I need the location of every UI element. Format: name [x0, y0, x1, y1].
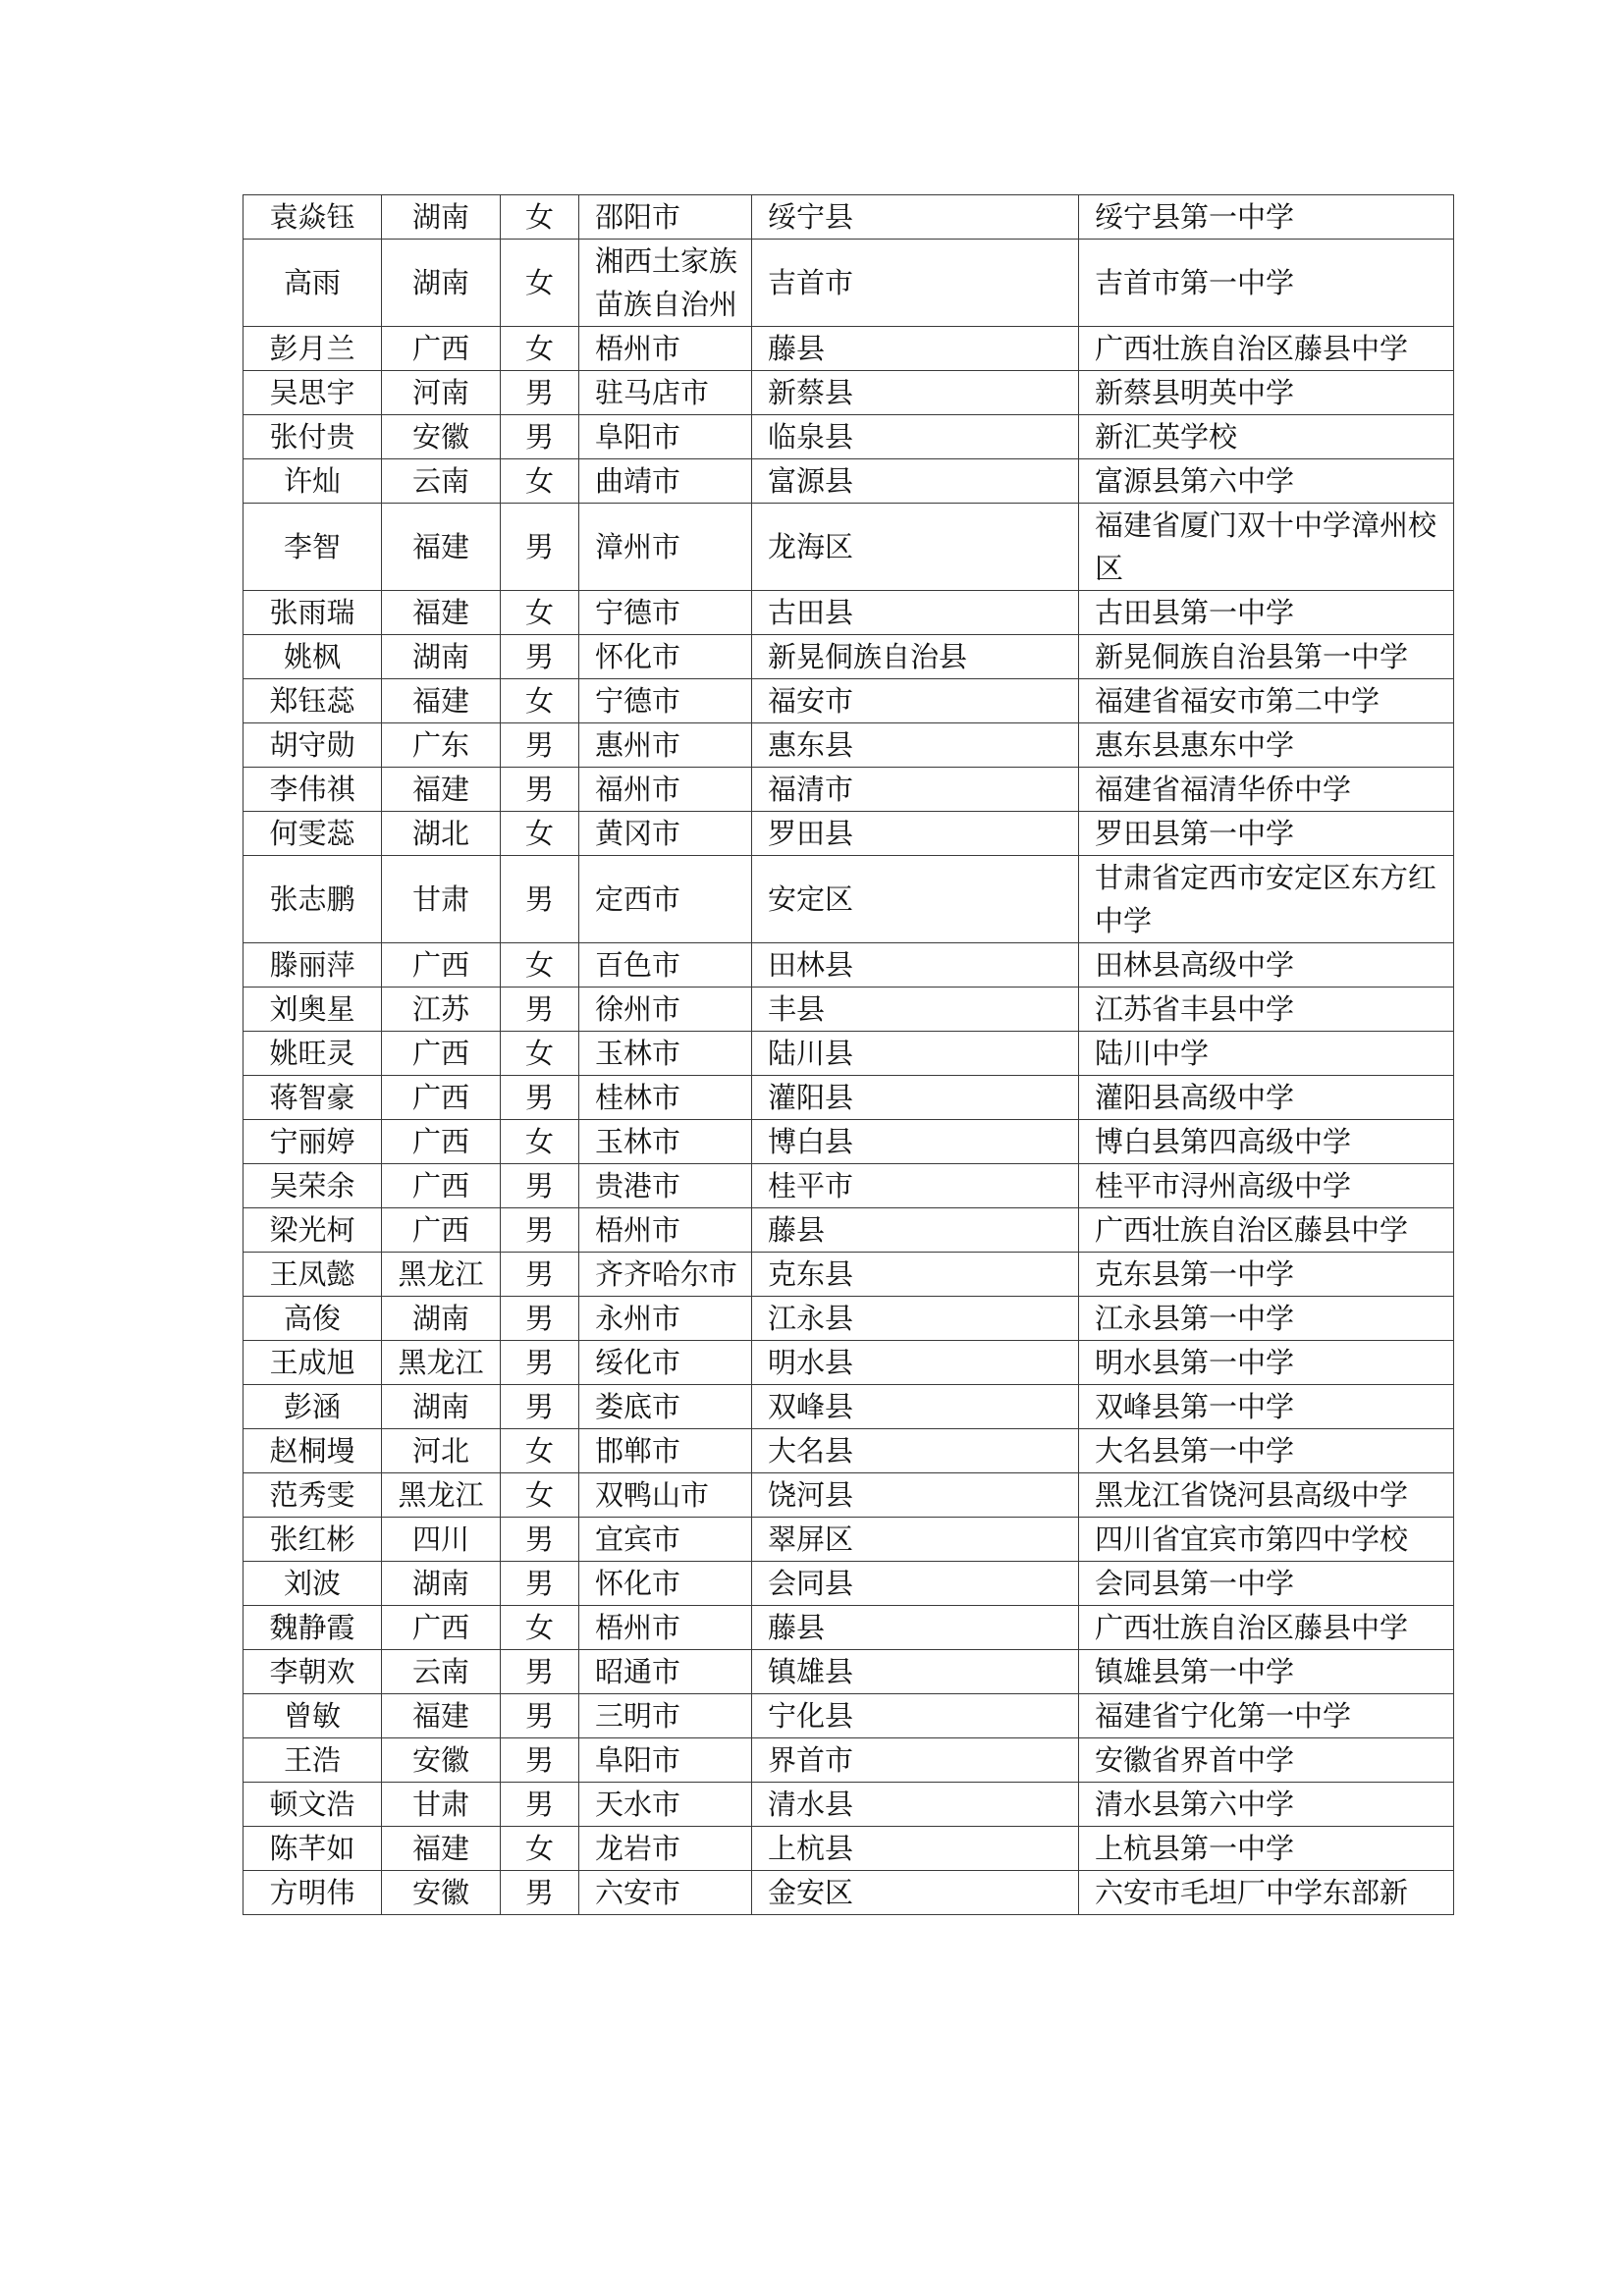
student-name-cell: 张红彬 [244, 1518, 382, 1562]
province-cell: 福建 [382, 504, 501, 591]
county-cell: 上杭县 [752, 1827, 1079, 1871]
gender-cell: 女 [501, 1429, 579, 1473]
school-cell: 清水县第六中学 [1079, 1783, 1454, 1827]
county-cell: 罗田县 [752, 812, 1079, 856]
county-cell: 吉首市 [752, 240, 1079, 327]
province-cell: 福建 [382, 768, 501, 812]
province-cell: 广西 [382, 943, 501, 988]
gender-cell: 男 [501, 1385, 579, 1429]
student-name-cell: 宁丽婷 [244, 1120, 382, 1164]
gender-cell: 男 [501, 1518, 579, 1562]
city-cell: 惠州市 [579, 723, 752, 768]
student-name-cell: 何雯蕊 [244, 812, 382, 856]
student-name-cell: 袁焱钰 [244, 195, 382, 240]
county-cell: 明水县 [752, 1341, 1079, 1385]
county-cell: 陆川县 [752, 1032, 1079, 1076]
gender-cell: 女 [501, 240, 579, 327]
county-cell: 金安区 [752, 1871, 1079, 1915]
county-cell: 翠屏区 [752, 1518, 1079, 1562]
city-cell: 怀化市 [579, 1562, 752, 1606]
table-row [244, 1341, 1454, 1385]
province-cell: 湖南 [382, 1562, 501, 1606]
school-cell: 上杭县第一中学 [1079, 1827, 1454, 1871]
city-cell: 徐州市 [579, 988, 752, 1032]
province-cell: 黑龙江 [382, 1341, 501, 1385]
county-cell: 福清市 [752, 768, 1079, 812]
province-cell: 四川 [382, 1518, 501, 1562]
student-name-cell: 顿文浩 [244, 1783, 382, 1827]
county-cell: 双峰县 [752, 1385, 1079, 1429]
gender-cell: 男 [501, 1738, 579, 1783]
student-name-cell: 姚旺灵 [244, 1032, 382, 1076]
city-cell: 阜阳市 [579, 415, 752, 459]
student-name-cell: 方明伟 [244, 1871, 382, 1915]
gender-cell: 女 [501, 1120, 579, 1164]
school-cell: 甘肃省定西市安定区东方红中学 [1079, 856, 1454, 943]
school-cell: 新汇英学校 [1079, 415, 1454, 459]
province-cell: 湖南 [382, 635, 501, 679]
student-name-cell: 胡守勋 [244, 723, 382, 768]
province-cell: 河北 [382, 1429, 501, 1473]
province-cell: 云南 [382, 459, 501, 504]
table-row [244, 1297, 1454, 1341]
gender-cell: 男 [501, 768, 579, 812]
gender-cell: 男 [501, 371, 579, 415]
student-name-cell: 张付贵 [244, 415, 382, 459]
county-cell: 克东县 [752, 1253, 1079, 1297]
county-cell: 镇雄县 [752, 1650, 1079, 1694]
province-cell: 福建 [382, 1827, 501, 1871]
table-row [244, 1562, 1454, 1606]
gender-cell: 男 [501, 1562, 579, 1606]
province-cell: 云南 [382, 1650, 501, 1694]
province-cell: 广西 [382, 1032, 501, 1076]
school-cell: 福建省宁化第一中学 [1079, 1694, 1454, 1738]
student-name-cell: 王凤懿 [244, 1253, 382, 1297]
table-row [244, 1694, 1454, 1738]
student-name-cell: 高雨 [244, 240, 382, 327]
county-cell: 新蔡县 [752, 371, 1079, 415]
county-cell: 藤县 [752, 1606, 1079, 1650]
school-cell: 福建省福清华侨中学 [1079, 768, 1454, 812]
student-name-cell: 姚枫 [244, 635, 382, 679]
province-cell: 江苏 [382, 988, 501, 1032]
province-cell: 甘肃 [382, 856, 501, 943]
city-cell: 宁德市 [579, 679, 752, 723]
school-cell: 广西壮族自治区藤县中学 [1079, 327, 1454, 371]
table-row [244, 459, 1454, 504]
gender-cell: 女 [501, 591, 579, 635]
county-cell: 清水县 [752, 1783, 1079, 1827]
gender-cell: 男 [501, 1694, 579, 1738]
table-row [244, 327, 1454, 371]
city-cell: 齐齐哈尔市 [579, 1253, 752, 1297]
city-cell: 绥化市 [579, 1341, 752, 1385]
student-name-cell: 高俊 [244, 1297, 382, 1341]
student-name-cell: 王成旭 [244, 1341, 382, 1385]
table-row [244, 1429, 1454, 1473]
roster-table-body [244, 195, 1454, 1915]
gender-cell: 男 [501, 1871, 579, 1915]
student-name-cell: 刘波 [244, 1562, 382, 1606]
table-row [244, 768, 1454, 812]
school-cell: 克东县第一中学 [1079, 1253, 1454, 1297]
city-cell: 梧州市 [579, 1208, 752, 1253]
school-cell: 新晃侗族自治县第一中学 [1079, 635, 1454, 679]
province-cell: 安徽 [382, 1871, 501, 1915]
school-cell: 惠东县惠东中学 [1079, 723, 1454, 768]
gender-cell: 女 [501, 1827, 579, 1871]
gender-cell: 男 [501, 635, 579, 679]
city-cell: 百色市 [579, 943, 752, 988]
gender-cell: 女 [501, 679, 579, 723]
table-row [244, 988, 1454, 1032]
gender-cell: 女 [501, 1473, 579, 1518]
gender-cell: 男 [501, 415, 579, 459]
city-cell: 梧州市 [579, 327, 752, 371]
gender-cell: 男 [501, 1253, 579, 1297]
gender-cell: 男 [501, 1783, 579, 1827]
school-cell: 田林县高级中学 [1079, 943, 1454, 988]
school-cell: 双峰县第一中学 [1079, 1385, 1454, 1429]
city-cell: 龙岩市 [579, 1827, 752, 1871]
table-row [244, 1120, 1454, 1164]
county-cell: 绥宁县 [752, 195, 1079, 240]
school-cell: 福建省厦门双十中学漳州校区 [1079, 504, 1454, 591]
table-row [244, 723, 1454, 768]
county-cell: 灌阳县 [752, 1076, 1079, 1120]
city-cell: 天水市 [579, 1783, 752, 1827]
school-cell: 大名县第一中学 [1079, 1429, 1454, 1473]
gender-cell: 女 [501, 1606, 579, 1650]
county-cell: 饶河县 [752, 1473, 1079, 1518]
school-cell: 明水县第一中学 [1079, 1341, 1454, 1385]
city-cell: 贵港市 [579, 1164, 752, 1208]
student-roster-table [243, 194, 1454, 1915]
county-cell: 新晃侗族自治县 [752, 635, 1079, 679]
county-cell: 富源县 [752, 459, 1079, 504]
county-cell: 田林县 [752, 943, 1079, 988]
city-cell: 玉林市 [579, 1032, 752, 1076]
school-cell: 广西壮族自治区藤县中学 [1079, 1208, 1454, 1253]
student-name-cell: 张志鹏 [244, 856, 382, 943]
gender-cell: 男 [501, 1341, 579, 1385]
province-cell: 黑龙江 [382, 1253, 501, 1297]
county-cell: 惠东县 [752, 723, 1079, 768]
school-cell: 古田县第一中学 [1079, 591, 1454, 635]
city-cell: 桂林市 [579, 1076, 752, 1120]
province-cell: 湖南 [382, 195, 501, 240]
school-cell: 六安市毛坦厂中学东部新 [1079, 1871, 1454, 1915]
table-row [244, 240, 1454, 327]
table-row [244, 1871, 1454, 1915]
city-cell: 永州市 [579, 1297, 752, 1341]
county-cell: 临泉县 [752, 415, 1079, 459]
student-name-cell: 李朝欢 [244, 1650, 382, 1694]
table-row [244, 1164, 1454, 1208]
table-row [244, 195, 1454, 240]
city-cell: 邯郸市 [579, 1429, 752, 1473]
table-row [244, 1518, 1454, 1562]
gender-cell: 男 [501, 1076, 579, 1120]
table-row [244, 371, 1454, 415]
gender-cell: 男 [501, 1297, 579, 1341]
gender-cell: 女 [501, 812, 579, 856]
table-row [244, 1738, 1454, 1783]
city-cell: 六安市 [579, 1871, 752, 1915]
school-cell: 广西壮族自治区藤县中学 [1079, 1606, 1454, 1650]
school-cell: 黑龙江省饶河县高级中学 [1079, 1473, 1454, 1518]
city-cell: 梧州市 [579, 1606, 752, 1650]
student-name-cell: 刘奥星 [244, 988, 382, 1032]
school-cell: 镇雄县第一中学 [1079, 1650, 1454, 1694]
city-cell: 福州市 [579, 768, 752, 812]
province-cell: 湖南 [382, 240, 501, 327]
student-name-cell: 彭涵 [244, 1385, 382, 1429]
table-row [244, 856, 1454, 943]
gender-cell: 男 [501, 1650, 579, 1694]
student-name-cell: 张雨瑞 [244, 591, 382, 635]
student-name-cell: 郑钰蕊 [244, 679, 382, 723]
gender-cell: 女 [501, 943, 579, 988]
province-cell: 广西 [382, 1120, 501, 1164]
school-cell: 江苏省丰县中学 [1079, 988, 1454, 1032]
table-row [244, 1650, 1454, 1694]
school-cell: 福建省福安市第二中学 [1079, 679, 1454, 723]
table-row [244, 1473, 1454, 1518]
province-cell: 广西 [382, 1208, 501, 1253]
student-name-cell: 吴荣余 [244, 1164, 382, 1208]
table-row [244, 943, 1454, 988]
province-cell: 福建 [382, 1694, 501, 1738]
city-cell: 黄冈市 [579, 812, 752, 856]
student-name-cell: 李智 [244, 504, 382, 591]
student-name-cell: 李伟祺 [244, 768, 382, 812]
gender-cell: 男 [501, 504, 579, 591]
gender-cell: 女 [501, 1032, 579, 1076]
table-row [244, 591, 1454, 635]
student-name-cell: 赵桐墁 [244, 1429, 382, 1473]
county-cell: 宁化县 [752, 1694, 1079, 1738]
county-cell: 安定区 [752, 856, 1079, 943]
province-cell: 湖南 [382, 1297, 501, 1341]
city-cell: 定西市 [579, 856, 752, 943]
table-row [244, 679, 1454, 723]
city-cell: 湘西土家族苗族自治州 [579, 240, 752, 327]
city-cell: 昭通市 [579, 1650, 752, 1694]
city-cell: 曲靖市 [579, 459, 752, 504]
school-cell: 灌阳县高级中学 [1079, 1076, 1454, 1120]
gender-cell: 男 [501, 1208, 579, 1253]
province-cell: 福建 [382, 591, 501, 635]
county-cell: 界首市 [752, 1738, 1079, 1783]
school-cell: 吉首市第一中学 [1079, 240, 1454, 327]
school-cell: 四川省宜宾市第四中学校 [1079, 1518, 1454, 1562]
student-name-cell: 滕丽萍 [244, 943, 382, 988]
province-cell: 广东 [382, 723, 501, 768]
province-cell: 广西 [382, 1606, 501, 1650]
student-name-cell: 陈芊如 [244, 1827, 382, 1871]
school-cell: 绥宁县第一中学 [1079, 195, 1454, 240]
city-cell: 漳州市 [579, 504, 752, 591]
table-row [244, 812, 1454, 856]
school-cell: 罗田县第一中学 [1079, 812, 1454, 856]
gender-cell: 男 [501, 1164, 579, 1208]
province-cell: 广西 [382, 1164, 501, 1208]
gender-cell: 男 [501, 723, 579, 768]
county-cell: 古田县 [752, 591, 1079, 635]
province-cell: 广西 [382, 1076, 501, 1120]
county-cell: 江永县 [752, 1297, 1079, 1341]
school-cell: 富源县第六中学 [1079, 459, 1454, 504]
table-row [244, 1032, 1454, 1076]
gender-cell: 男 [501, 856, 579, 943]
school-cell: 会同县第一中学 [1079, 1562, 1454, 1606]
table-row [244, 635, 1454, 679]
city-cell: 三明市 [579, 1694, 752, 1738]
county-cell: 桂平市 [752, 1164, 1079, 1208]
province-cell: 安徽 [382, 1738, 501, 1783]
school-cell: 江永县第一中学 [1079, 1297, 1454, 1341]
county-cell: 博白县 [752, 1120, 1079, 1164]
student-name-cell: 魏静霞 [244, 1606, 382, 1650]
city-cell: 娄底市 [579, 1385, 752, 1429]
county-cell: 大名县 [752, 1429, 1079, 1473]
student-name-cell: 许灿 [244, 459, 382, 504]
table-row [244, 1827, 1454, 1871]
student-name-cell: 梁光柯 [244, 1208, 382, 1253]
city-cell: 双鸭山市 [579, 1473, 752, 1518]
table-row [244, 1606, 1454, 1650]
gender-cell: 女 [501, 195, 579, 240]
city-cell: 驻马店市 [579, 371, 752, 415]
county-cell: 龙海区 [752, 504, 1079, 591]
table-row [244, 1076, 1454, 1120]
table-row [244, 415, 1454, 459]
city-cell: 阜阳市 [579, 1738, 752, 1783]
province-cell: 湖南 [382, 1385, 501, 1429]
gender-cell: 男 [501, 988, 579, 1032]
county-cell: 藤县 [752, 1208, 1079, 1253]
province-cell: 黑龙江 [382, 1473, 501, 1518]
student-name-cell: 蒋智豪 [244, 1076, 382, 1120]
city-cell: 玉林市 [579, 1120, 752, 1164]
student-name-cell: 王浩 [244, 1738, 382, 1783]
school-cell: 陆川中学 [1079, 1032, 1454, 1076]
city-cell: 怀化市 [579, 635, 752, 679]
school-cell: 安徽省界首中学 [1079, 1738, 1454, 1783]
school-cell: 博白县第四高级中学 [1079, 1120, 1454, 1164]
gender-cell: 女 [501, 459, 579, 504]
city-cell: 宜宾市 [579, 1518, 752, 1562]
city-cell: 邵阳市 [579, 195, 752, 240]
table-row [244, 1385, 1454, 1429]
school-cell: 桂平市浔州高级中学 [1079, 1164, 1454, 1208]
province-cell: 湖北 [382, 812, 501, 856]
student-name-cell: 吴思宇 [244, 371, 382, 415]
county-cell: 丰县 [752, 988, 1079, 1032]
table-row [244, 1783, 1454, 1827]
table-row [244, 1208, 1454, 1253]
table-row [244, 504, 1454, 591]
county-cell: 藤县 [752, 327, 1079, 371]
province-cell: 河南 [382, 371, 501, 415]
province-cell: 福建 [382, 679, 501, 723]
county-cell: 会同县 [752, 1562, 1079, 1606]
table-row [244, 1253, 1454, 1297]
student-name-cell: 范秀雯 [244, 1473, 382, 1518]
county-cell: 福安市 [752, 679, 1079, 723]
province-cell: 广西 [382, 327, 501, 371]
city-cell: 宁德市 [579, 591, 752, 635]
gender-cell: 女 [501, 327, 579, 371]
province-cell: 安徽 [382, 415, 501, 459]
school-cell: 新蔡县明英中学 [1079, 371, 1454, 415]
student-name-cell: 曾敏 [244, 1694, 382, 1738]
student-name-cell: 彭月兰 [244, 327, 382, 371]
province-cell: 甘肃 [382, 1783, 501, 1827]
